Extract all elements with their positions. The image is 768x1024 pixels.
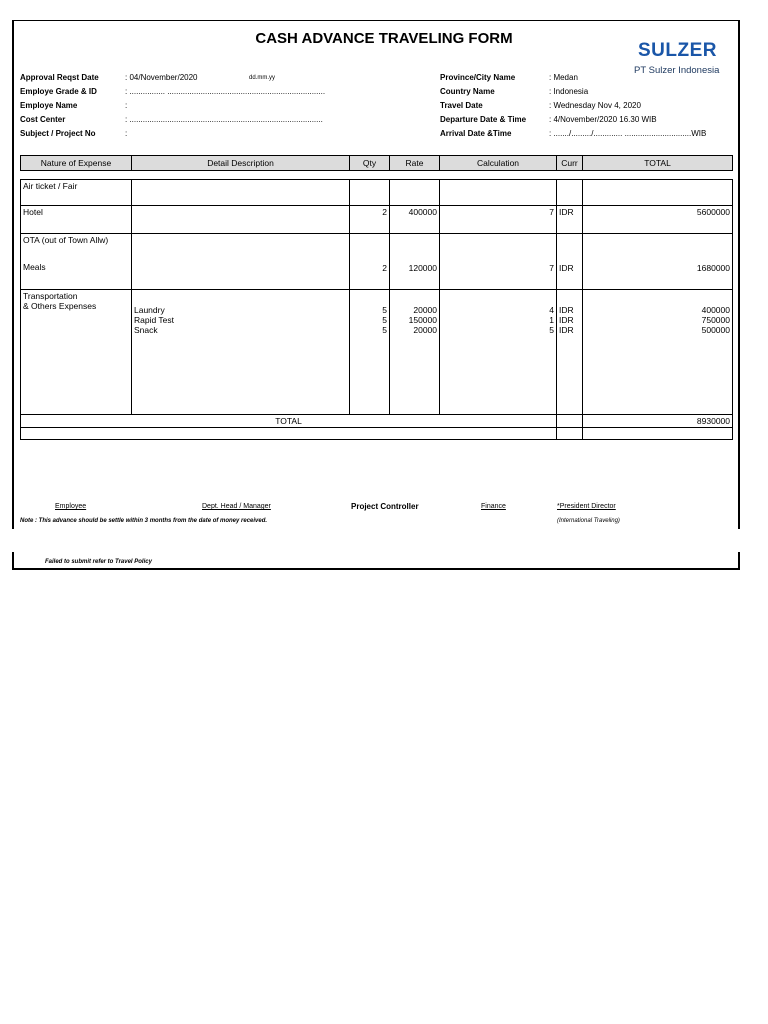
company-name: PT Sulzer Indonesia xyxy=(634,65,720,76)
travel-date-value: : Wednesday Nov 4, 2020 xyxy=(549,101,641,110)
table-row xyxy=(21,428,733,440)
table-row xyxy=(21,290,733,415)
col-header: Calculation xyxy=(440,156,557,171)
table-gap xyxy=(21,171,733,180)
travel-date-label: Travel Date xyxy=(440,101,483,110)
qty-cell: 2 xyxy=(350,206,390,234)
intl-note: (International Traveling) xyxy=(557,518,620,524)
arrival-value: : ......./........./............. ..............................WIB xyxy=(549,129,707,138)
grand-total: 8930000 xyxy=(583,415,733,428)
total-cell: 1680000 xyxy=(583,234,733,290)
transport-label: Transportation xyxy=(23,291,78,301)
calc-cell: 4 1 5 xyxy=(440,290,557,415)
nature-cell xyxy=(21,290,132,415)
nature-cell xyxy=(21,234,132,290)
employe-grade-label: Employe Grade & ID xyxy=(20,87,97,96)
country-label: Country Name xyxy=(440,87,495,96)
approval-date-label: Approval Reqst Date xyxy=(20,73,99,82)
others-label: & Others Expenses xyxy=(23,301,97,311)
sig-finance: Finance xyxy=(481,503,506,510)
curr-cell: IDR xyxy=(557,234,583,290)
sulzer-logo: SULZER xyxy=(638,40,717,61)
desc-cell xyxy=(132,290,350,415)
subject-label: Subject / Project No xyxy=(20,129,96,138)
expense-table xyxy=(20,155,733,440)
table-row xyxy=(21,234,733,290)
rapid-desc: Rapid Test xyxy=(134,315,175,325)
curr-cell: IDR IDR IDR xyxy=(557,290,583,415)
laundry-desc: Laundry xyxy=(134,305,165,315)
calc-cell: 7 xyxy=(440,234,557,290)
employe-name-value: : xyxy=(125,101,128,110)
table-row xyxy=(21,206,733,234)
sig-president: *President Director xyxy=(557,503,616,510)
departure-label: Departure Date & Time xyxy=(440,115,527,124)
employe-name-label: Employe Name xyxy=(20,101,78,110)
table-header-row xyxy=(21,156,733,171)
col-header: Nature of Expense xyxy=(21,156,132,171)
meals-label: Meals xyxy=(23,262,46,272)
total-label: TOTAL xyxy=(21,415,557,428)
total-row xyxy=(21,415,733,428)
cost-center-label: Cost Center xyxy=(20,115,66,124)
advance-note: Note : This advance should be settle within 3 months from the date of money received. xyxy=(20,518,268,524)
form-title: CASH ADVANCE TRAVELING FORM xyxy=(255,30,513,47)
nature-cell: Hotel xyxy=(21,206,132,234)
total-cell: 5600000 xyxy=(583,206,733,234)
employe-grade-value: : ................ ....................................................................... xyxy=(125,87,326,96)
snack-desc: Snack xyxy=(134,325,158,335)
curr-cell: IDR xyxy=(557,206,583,234)
col-header: Qty xyxy=(350,156,390,171)
col-header: Rate xyxy=(390,156,440,171)
rate-cell: 120000 xyxy=(390,234,440,290)
country-value: : Indonesia xyxy=(549,87,589,96)
date-format-hint: dd.mm.yy xyxy=(249,75,276,81)
arrival-label: Arrival Date &Time xyxy=(440,129,512,138)
sig-dept-head: Dept. Head / Manager xyxy=(202,503,271,510)
cost-center-value: : ....................................................................................... xyxy=(125,115,323,124)
approval-date-value: : 04/November/2020 xyxy=(125,73,198,82)
sig-project-controller: Project Controller xyxy=(351,502,419,511)
qty-cell: 5 5 5 xyxy=(350,290,390,415)
policy-note: Failed to submit refer to Travel Policy xyxy=(45,559,152,565)
rate-cell: 20000 150000 20000 xyxy=(390,290,440,415)
col-header: Curr xyxy=(557,156,583,171)
calc-cell: 7 xyxy=(440,206,557,234)
ota-label: OTA (out of Town Allw) xyxy=(23,235,109,245)
rate-cell: 400000 xyxy=(390,206,440,234)
total-cell: 400000 750000 500000 xyxy=(583,290,733,415)
table-row xyxy=(21,180,733,206)
province-label: Province/City Name xyxy=(440,73,516,82)
col-header: TOTAL xyxy=(583,156,733,171)
col-header: Detail Description xyxy=(132,156,350,171)
nature-cell: Air ticket / Fair xyxy=(21,180,132,206)
subject-value: : xyxy=(125,129,128,138)
qty-cell: 2 xyxy=(350,234,390,290)
sig-employee: Employee xyxy=(55,503,87,510)
departure-value: : 4/November/2020 16.30 WIB xyxy=(549,115,657,124)
province-value: : Medan xyxy=(549,73,578,82)
